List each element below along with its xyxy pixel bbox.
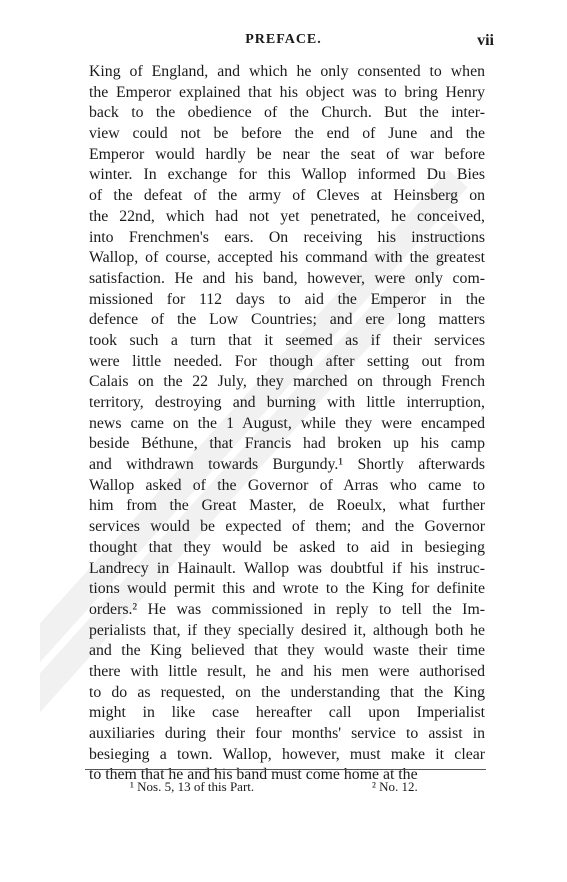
text-line: the 22nd, which had not yet penetrated, he conceived, (89, 207, 485, 225)
text-line: there with little result, he and his men were authorised (89, 662, 485, 680)
body-text (89, 62, 485, 786)
text-line: to do as requested, on the understanding that the King (89, 683, 485, 701)
text-line: King of England, and which he only consented to when (89, 63, 485, 80)
text-line: satisfaction. He and his band, however, were only com- (89, 269, 485, 287)
text-line: defence of the Low Countries; and ere long matters (89, 311, 485, 329)
text-line: and the King believed that they would waste their time (89, 642, 485, 660)
text-line: orders.² He was commissioned in reply to tell the Im- (89, 600, 485, 618)
text-line: into Frenchmen's ears. On receiving his instructions (89, 228, 485, 246)
text-line: news came on the 1 August, while they were encamped (89, 414, 485, 432)
text-line: might in like case hereafter call upon Imperialist (89, 704, 485, 722)
text-line: winter. In exchange for this Wallop informed Du Bies (89, 166, 485, 184)
text-line: tions would permit this and wrote to the King for definite (89, 580, 485, 598)
text-line: Wallop, of course, accepted his command with the greatest (89, 249, 485, 267)
text-line: back to the obedience of the Church. But the inter- (89, 104, 485, 122)
running-title: PREFACE. (245, 32, 322, 47)
text-line: missioned for 112 days to aid the Emperor in the (89, 290, 485, 308)
text-line: auxiliaries during their four months' service to assist in (89, 725, 485, 742)
text-line: and withdrawn towards Burgundy.¹ Shortly afterwards (89, 456, 485, 474)
text-line: the Emperor explained that his object was to bring Henry (89, 83, 485, 101)
text-line: to them that he and his band must come home at the (89, 766, 418, 784)
text-line: besieging a town. Wallop, however, must make it clear (89, 745, 485, 763)
page-number: vii (477, 32, 494, 49)
text-line: Landrecy in Hainault. Wallop was doubtful if his instruc- (89, 559, 485, 577)
footnote-2: ² No. 12. (372, 779, 418, 794)
text-line: territory, destroying and burning with little interruption, (89, 394, 485, 411)
footnote-1: ¹ Nos. 5, 13 of this Part. (130, 779, 255, 794)
text-line: took such a turn that it seemed as if their services (89, 331, 485, 349)
text-line: Wallop asked of the Governor of Arras who came to (89, 476, 485, 494)
text-line: services would be expected of them; and the Governor (89, 518, 485, 536)
text-line: were little needed. For though after setting out from (89, 352, 485, 370)
text-line: Calais on the 22 July, they marched on through French (89, 373, 485, 391)
footnote-rule (85, 769, 486, 770)
text-line: perialists that, if they specially desired it, although both he (89, 621, 485, 639)
text-line: Emperor would hardly be near the seat of war before (89, 145, 485, 163)
text-line: beside Béthune, that Francis had broken up his camp (89, 435, 485, 453)
text-line: of the defeat of the army of Cleves at Heinsberg on (89, 187, 485, 205)
page-header (0, 32, 567, 52)
text-line: him from the Great Master, de Roeulx, what further (89, 497, 485, 515)
text-line: view could not be before the end of June and the (89, 125, 485, 143)
text-line: thought that they would be asked to aid in besieging (89, 538, 485, 556)
